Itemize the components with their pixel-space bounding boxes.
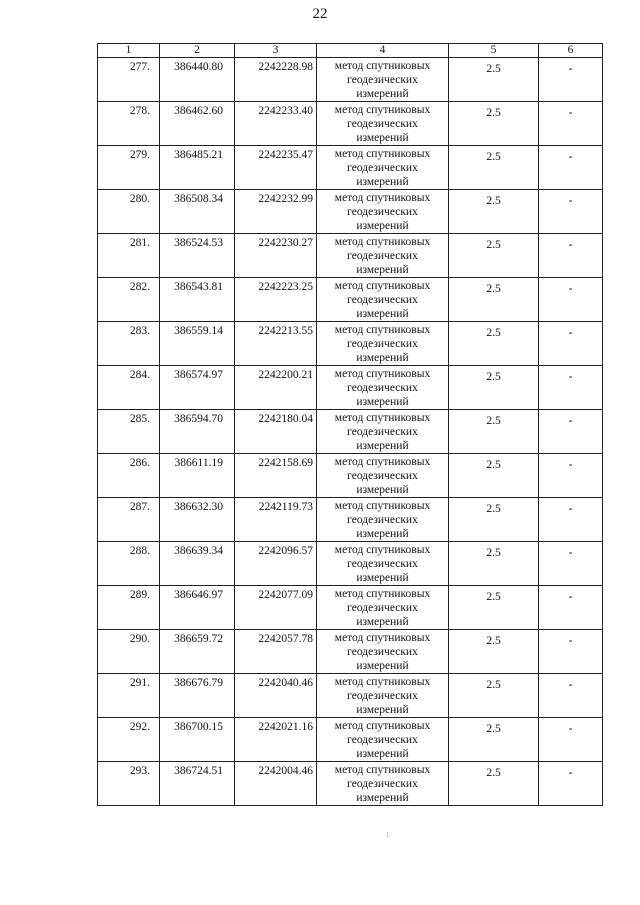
note-cell: - <box>539 366 603 410</box>
method-cell <box>317 410 449 454</box>
method-line: геодезических <box>347 558 418 570</box>
point-number-cell: 281. <box>98 234 160 278</box>
note-cell: - <box>539 146 603 190</box>
method-line: метод спутниковых <box>334 456 431 468</box>
note-cell: - <box>539 762 603 806</box>
method-line: геодезических <box>347 74 418 86</box>
method-line: измерений <box>356 748 409 760</box>
x-coordinate-cell: 386485.21 <box>160 146 235 190</box>
point-number-cell: 285. <box>98 410 160 454</box>
method-cell <box>317 146 449 190</box>
method-line: геодезических <box>347 118 418 130</box>
method-line: метод спутниковых <box>334 544 431 556</box>
method-line: метод спутниковых <box>334 192 431 204</box>
method-line: метод спутниковых <box>334 588 431 600</box>
table-row <box>98 278 603 322</box>
method-line: метод спутниковых <box>334 720 431 732</box>
accuracy-cell: 2.5 <box>449 454 539 498</box>
accuracy-cell: 2.5 <box>449 366 539 410</box>
accuracy-cell: 2.5 <box>449 278 539 322</box>
note-cell: - <box>539 542 603 586</box>
point-number-cell: 279. <box>98 146 160 190</box>
x-coordinate-cell: 386559.14 <box>160 322 235 366</box>
method-line: измерений <box>356 440 409 452</box>
method-line: измерений <box>356 264 409 276</box>
method-line: геодезических <box>347 206 418 218</box>
note-cell: - <box>539 498 603 542</box>
method-line: измерений <box>356 132 409 144</box>
table-row <box>98 102 603 146</box>
x-coordinate-cell: 386724.51 <box>160 762 235 806</box>
scan-mark: ⁏ <box>386 829 389 838</box>
method-line: измерений <box>356 792 409 804</box>
method-line: метод спутниковых <box>334 60 431 72</box>
method-cell <box>317 586 449 630</box>
point-number-cell: 280. <box>98 190 160 234</box>
method-line: метод спутниковых <box>334 148 431 160</box>
x-coordinate-cell: 386676.79 <box>160 674 235 718</box>
point-number-cell: 292. <box>98 718 160 762</box>
note-cell: - <box>539 718 603 762</box>
column-header: 5 <box>449 44 539 58</box>
y-coordinate-cell: 2242228.98 <box>235 58 317 102</box>
point-number-cell: 293. <box>98 762 160 806</box>
method-line: геодезических <box>347 162 418 174</box>
x-coordinate-cell: 386632.30 <box>160 498 235 542</box>
table-body <box>98 58 603 806</box>
point-number-cell: 283. <box>98 322 160 366</box>
method-line: измерений <box>356 528 409 540</box>
method-cell <box>317 366 449 410</box>
y-coordinate-cell: 2242096.57 <box>235 542 317 586</box>
method-line: измерений <box>356 88 409 100</box>
method-line: метод спутниковых <box>334 280 431 292</box>
accuracy-cell: 2.5 <box>449 718 539 762</box>
x-coordinate-cell: 386659.72 <box>160 630 235 674</box>
note-cell: - <box>539 410 603 454</box>
method-line: измерений <box>356 704 409 716</box>
coordinates-table <box>97 43 603 806</box>
y-coordinate-cell: 2242235.47 <box>235 146 317 190</box>
table-row <box>98 454 603 498</box>
method-line: измерений <box>356 176 409 188</box>
method-line: геодезических <box>347 250 418 262</box>
table-row <box>98 674 603 718</box>
x-coordinate-cell: 386611.19 <box>160 454 235 498</box>
point-number-cell: 291. <box>98 674 160 718</box>
note-cell: - <box>539 278 603 322</box>
method-line: геодезических <box>347 470 418 482</box>
table-row <box>98 498 603 542</box>
table-row <box>98 58 603 102</box>
y-coordinate-cell: 2242077.09 <box>235 586 317 630</box>
table-row <box>98 762 603 806</box>
method-line: измерений <box>356 572 409 584</box>
accuracy-cell: 2.5 <box>449 410 539 454</box>
y-coordinate-cell: 2242233.40 <box>235 102 317 146</box>
x-coordinate-cell: 386508.34 <box>160 190 235 234</box>
table-row <box>98 586 603 630</box>
method-cell <box>317 718 449 762</box>
x-coordinate-cell: 386646.97 <box>160 586 235 630</box>
method-cell <box>317 762 449 806</box>
y-coordinate-cell: 2242021.16 <box>235 718 317 762</box>
point-number-cell: 282. <box>98 278 160 322</box>
method-line: метод спутниковых <box>334 236 431 248</box>
method-line: геодезических <box>347 294 418 306</box>
note-cell: - <box>539 674 603 718</box>
method-cell <box>317 542 449 586</box>
y-coordinate-cell: 2242213.55 <box>235 322 317 366</box>
method-line: геодезических <box>347 690 418 702</box>
method-cell <box>317 58 449 102</box>
method-cell <box>317 278 449 322</box>
table-row <box>98 410 603 454</box>
method-line: метод спутниковых <box>334 368 431 380</box>
method-line: метод спутниковых <box>334 500 431 512</box>
method-line: метод спутниковых <box>334 676 431 688</box>
note-cell: - <box>539 234 603 278</box>
x-coordinate-cell: 386524.53 <box>160 234 235 278</box>
method-line: метод спутниковых <box>334 412 431 424</box>
method-cell <box>317 674 449 718</box>
accuracy-cell: 2.5 <box>449 630 539 674</box>
note-cell: - <box>539 454 603 498</box>
table-row <box>98 718 603 762</box>
point-number-cell: 287. <box>98 498 160 542</box>
y-coordinate-cell: 2242158.69 <box>235 454 317 498</box>
accuracy-cell: 2.5 <box>449 674 539 718</box>
x-coordinate-cell: 386543.81 <box>160 278 235 322</box>
y-coordinate-cell: 2242200.21 <box>235 366 317 410</box>
accuracy-cell: 2.5 <box>449 146 539 190</box>
method-line: метод спутниковых <box>334 324 431 336</box>
method-cell <box>317 322 449 366</box>
accuracy-cell: 2.5 <box>449 322 539 366</box>
y-coordinate-cell: 2242232.99 <box>235 190 317 234</box>
point-number-cell: 286. <box>98 454 160 498</box>
method-line: геодезических <box>347 602 418 614</box>
table-row <box>98 234 603 278</box>
column-header: 6 <box>539 44 603 58</box>
header-row <box>98 44 603 58</box>
method-cell <box>317 190 449 234</box>
method-line: измерений <box>356 308 409 320</box>
method-cell <box>317 102 449 146</box>
accuracy-cell: 2.5 <box>449 586 539 630</box>
accuracy-cell: 2.5 <box>449 234 539 278</box>
method-line: метод спутниковых <box>334 104 431 116</box>
y-coordinate-cell: 2242230.27 <box>235 234 317 278</box>
method-line: геодезических <box>347 514 418 526</box>
point-number-cell: 288. <box>98 542 160 586</box>
point-number-cell: 289. <box>98 586 160 630</box>
x-coordinate-cell: 386574.97 <box>160 366 235 410</box>
y-coordinate-cell: 2242119.73 <box>235 498 317 542</box>
method-line: метод спутниковых <box>334 632 431 644</box>
accuracy-cell: 2.5 <box>449 498 539 542</box>
y-coordinate-cell: 2242180.04 <box>235 410 317 454</box>
method-cell <box>317 234 449 278</box>
x-coordinate-cell: 386639.34 <box>160 542 235 586</box>
method-line: геодезических <box>347 338 418 350</box>
method-line: геодезических <box>347 382 418 394</box>
x-coordinate-cell: 386440.80 <box>160 58 235 102</box>
x-coordinate-cell: 386700.15 <box>160 718 235 762</box>
method-line: измерений <box>356 616 409 628</box>
y-coordinate-cell: 2242223.25 <box>235 278 317 322</box>
note-cell: - <box>539 102 603 146</box>
column-header: 3 <box>235 44 317 58</box>
note-cell: - <box>539 58 603 102</box>
table-row <box>98 322 603 366</box>
note-cell: - <box>539 322 603 366</box>
column-header: 2 <box>160 44 235 58</box>
method-line: измерений <box>356 660 409 672</box>
accuracy-cell: 2.5 <box>449 190 539 234</box>
method-cell <box>317 498 449 542</box>
x-coordinate-cell: 386594.70 <box>160 410 235 454</box>
point-number-cell: 278. <box>98 102 160 146</box>
table-row <box>98 366 603 410</box>
column-header: 1 <box>98 44 160 58</box>
method-line: измерений <box>356 352 409 364</box>
table-row <box>98 542 603 586</box>
method-cell <box>317 454 449 498</box>
method-line: метод спутниковых <box>334 764 431 776</box>
point-number-cell: 277. <box>98 58 160 102</box>
accuracy-cell: 2.5 <box>449 102 539 146</box>
table-row <box>98 630 603 674</box>
point-number-cell: 290. <box>98 630 160 674</box>
y-coordinate-cell: 2242040.46 <box>235 674 317 718</box>
note-cell: - <box>539 586 603 630</box>
y-coordinate-cell: 2242004.46 <box>235 762 317 806</box>
method-line: геодезических <box>347 646 418 658</box>
method-line: измерений <box>356 220 409 232</box>
method-line: геодезических <box>347 734 418 746</box>
table-header <box>98 44 603 58</box>
y-coordinate-cell: 2242057.78 <box>235 630 317 674</box>
method-line: геодезических <box>347 778 418 790</box>
method-cell <box>317 630 449 674</box>
method-line: измерений <box>356 484 409 496</box>
x-coordinate-cell: 386462.60 <box>160 102 235 146</box>
accuracy-cell: 2.5 <box>449 762 539 806</box>
note-cell: - <box>539 190 603 234</box>
column-header: 4 <box>317 44 449 58</box>
accuracy-cell: 2.5 <box>449 542 539 586</box>
point-number-cell: 284. <box>98 366 160 410</box>
method-line: геодезических <box>347 426 418 438</box>
method-line: измерений <box>356 396 409 408</box>
note-cell: - <box>539 630 603 674</box>
accuracy-cell: 2.5 <box>449 58 539 102</box>
table-row <box>98 190 603 234</box>
page-number: 22 <box>312 6 328 22</box>
table-row <box>98 146 603 190</box>
